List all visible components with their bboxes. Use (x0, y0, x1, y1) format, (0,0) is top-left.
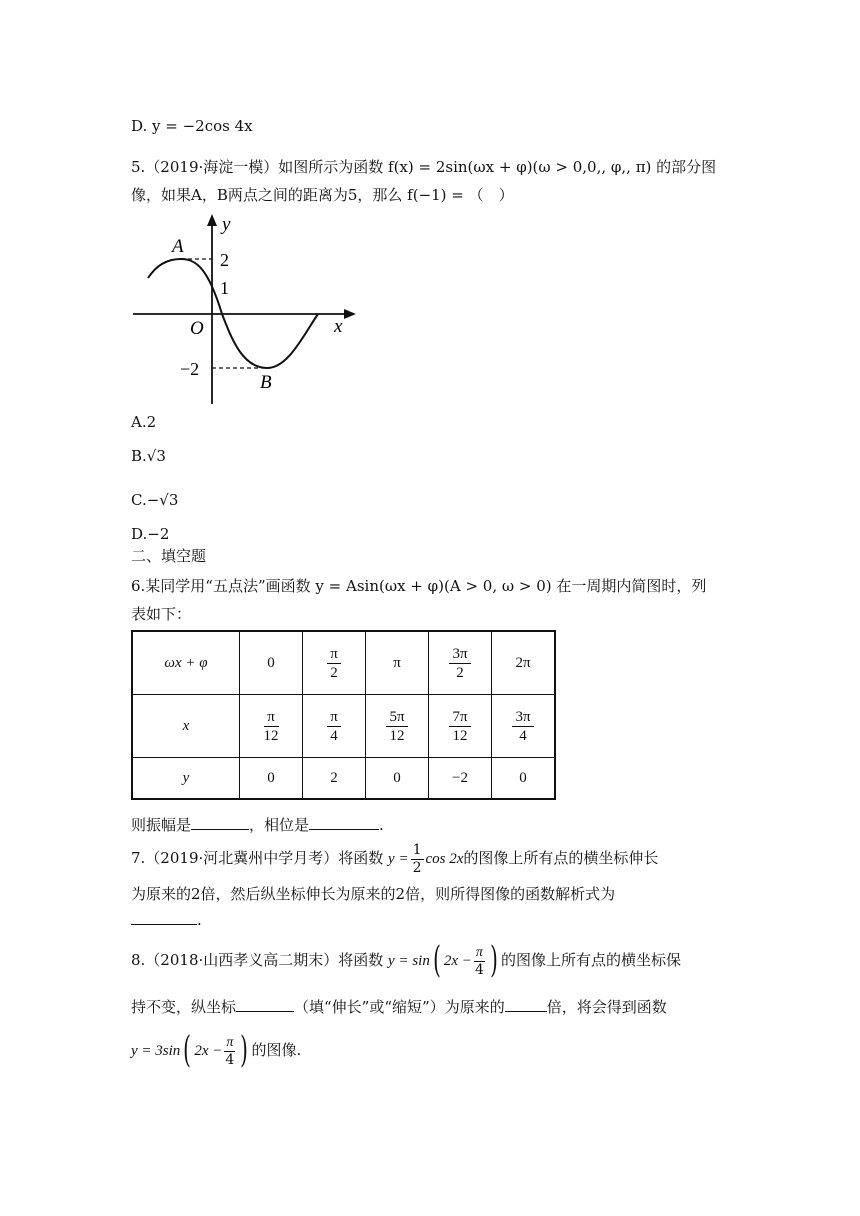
q5-y-axis-label: y (222, 214, 231, 235)
table-cell: $\frac{\pi}{12}$ (240, 695, 303, 758)
table-cell: $\frac{\pi}{4}$ (303, 695, 366, 758)
table-cell: $\frac{3\pi}{2}$ (429, 631, 492, 695)
table-row (132, 758, 555, 800)
frac-den: 2 (412, 859, 422, 876)
table-cell (303, 631, 366, 695)
q7-stem-line2: 为原来的2倍，然后纵坐标伸长为原来的2倍，则所得图像的函数解析式为 (131, 885, 616, 903)
q8-prefix: 8.（2018·山西孝义高二期末）将函数 (131, 951, 384, 969)
q7-stem-line1 (131, 838, 658, 879)
q7-answer-line (131, 910, 202, 930)
frac-den: 2 (330, 664, 338, 681)
table-row-header: ωx + φ (132, 631, 240, 695)
table-cell: $\frac{5\pi}{12}$ (366, 695, 429, 758)
table-row (132, 695, 555, 758)
table-cell: 0 (492, 758, 556, 800)
q7-fraction (411, 842, 424, 877)
q6-stem-line2: 表如下： (131, 605, 192, 623)
table-row-header: x (132, 695, 240, 758)
q7-func-y: y = (388, 851, 409, 867)
q8-func-inner: 2x − (443, 953, 472, 969)
q5-option-b: B.√3 (131, 447, 166, 465)
table-cell: 2 (303, 758, 366, 800)
q5-stem-line1: 5.（2019·海淀一模）如图所示为函数 f(x) = 2sin(ωx + φ)(ω > 0,0,, φ,, π) 的部分图 (131, 158, 717, 176)
q8-direction-blank[interactable] (236, 997, 294, 1012)
q6-answer-text-3: . (379, 816, 384, 834)
q5-point-b-label: B (260, 372, 272, 393)
frac-num: 1 (412, 841, 422, 858)
q8-stem-line2 (131, 997, 667, 1017)
q8-fraction-2: $\frac{\pi}{4}$ (225, 1034, 235, 1068)
q6-answer-text-2: ，相位是 (249, 816, 310, 834)
q8-stem-line1: 8.（2018·山西孝义高二期末）将函数 y = sin( 2x − $\frac{\pi}{4}$ ) 的图像上所有点的横坐标保 (131, 940, 681, 981)
q8-line2-a: 持不变，纵坐标 (131, 998, 237, 1016)
q6-answer-text-1: 则振幅是 (131, 816, 192, 834)
q5-stem-line2: 像，如果A，B两点之间的距离为5，那么 f(−1) = （ ） (131, 186, 514, 204)
q6-value-table (131, 630, 556, 800)
q5-x-axis-label: x (334, 316, 343, 337)
q8-func1-pre: y = sin (388, 953, 430, 969)
q8-suffix: 的图像上所有点的横坐标保 (500, 951, 681, 969)
table-cell: 0 (240, 631, 303, 695)
q8-line3-end: 的图像. (251, 1041, 302, 1059)
table-cell: −2 (429, 758, 492, 800)
q6-phase-blank[interactable] (309, 815, 379, 830)
q5-option-a: A.2 (131, 413, 157, 431)
q5-tick-1: 1 (220, 278, 229, 298)
q8-line2-c: 倍，将会得到函数 (546, 998, 667, 1016)
section-fill-in-title: 二、填空题 (131, 547, 207, 565)
q7-suffix: 的图像上所有点的横坐标伸长 (463, 849, 659, 867)
q5-tick-2: 2 (220, 250, 229, 270)
q5-option-c: C.−√3 (131, 491, 179, 509)
table-cell: $\frac{3\pi}{4}$ (492, 695, 556, 758)
q6-amplitude-blank[interactable] (191, 815, 249, 830)
table-cell: 2π (492, 631, 556, 695)
q6-answer-line (131, 815, 384, 835)
table-cell: 0 (240, 758, 303, 800)
q7-line3-end: . (197, 911, 202, 929)
q6-stem-line1: 6.某同学用“五点法”画函数 y = Asin(ωx + φ)(A > 0, ω > 0) 在一周期内简图时，列 (131, 577, 707, 595)
table-cell: 0 (366, 758, 429, 800)
table-row (132, 631, 555, 695)
q8-fraction: $\frac{\pi}{4}$ (474, 944, 484, 978)
q7-func-tail: cos 2x (425, 851, 464, 867)
q5-point-a-label: A (172, 236, 184, 257)
q5-option-d: D.−2 (131, 525, 170, 543)
frac-num: π (327, 645, 341, 664)
q5-sine-graph (128, 208, 368, 410)
q4-option-d: D. y = −2cos 4x (131, 117, 253, 135)
q8-factor-blank[interactable] (505, 997, 547, 1012)
q7-prefix: 7.（2019·河北冀州中学月考）将函数 (131, 849, 384, 867)
q5-origin-label: O (190, 318, 204, 339)
table-cell: $\frac{7\pi}{12}$ (429, 695, 492, 758)
q8-func2-pre: y = 3sin (131, 1043, 181, 1059)
q8-line2-b: （填“伸长”或“缩短”）为原来的 (294, 998, 505, 1016)
q8-stem-line3: y = 3sin( 2x − $\frac{\pi}{4}$ ) 的图像. (131, 1030, 302, 1071)
q7-answer-blank[interactable] (131, 910, 197, 925)
table-row-header: y (132, 758, 240, 800)
table-cell: π (366, 631, 429, 695)
q5-tick-neg2: −2 (180, 359, 200, 379)
